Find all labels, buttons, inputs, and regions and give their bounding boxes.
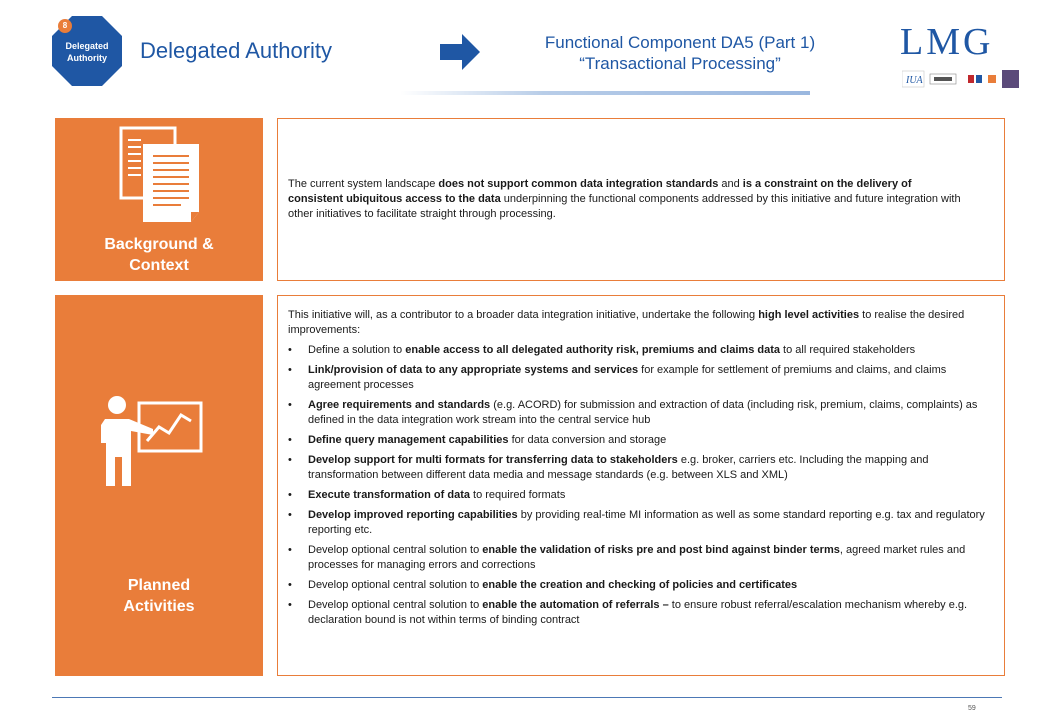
bullet-icon: • [288,364,292,376]
planned-activities-content [277,295,1005,676]
partner-logos-icon [902,70,1020,88]
body-text: The current system landscape [288,178,439,190]
emphasis-text: does not support common data integration standards [438,178,719,190]
svg-text:IUA: IUA [906,75,923,86]
body-text: e.g. broker, carriers etc. Including the mapping and transformation between different data media and message standards (e.g. between XLS and XML) [308,454,929,481]
list-item [288,508,993,538]
list-item [288,488,993,503]
body-text: for example for settlement of premiums and claims, and claims agreement processes [308,364,947,391]
planned-intro-paragraph [288,308,996,338]
bullet-icon: • [288,489,292,501]
planned-activities-label: Planned Activities [123,577,195,615]
emphasis-text: is a constraint on the delivery of consistent ubiquitous access to the data [288,178,912,205]
body-text: Define a solution to [308,344,406,356]
bullet-icon: • [288,344,292,356]
documents-icon [115,126,205,226]
bullet-icon: • [288,599,292,611]
activities-list [288,343,993,633]
body-text: underpinning the functional components addressed by this initiative and future integration with other initiatives to facilitate straight through processing. [288,193,961,220]
right-arrow-icon [440,32,482,72]
emphasis-text: enable the validation of risks pre and post bind against binder terms [482,544,840,556]
background-paragraph [288,177,968,222]
component-title [495,32,865,74]
header-divider [400,91,810,95]
emphasis-text: enable access to all delegated authority risk, premiums and claims data [405,344,780,356]
list-item [288,598,993,628]
body-text: to ensure robust referral/escalation mechanism whereby e.g. declaration bound is not within terms of binding contract [308,599,968,626]
list-item [288,578,993,593]
bullet-icon: • [288,434,292,446]
body-text: to required formats [469,489,566,501]
body-text: and [718,178,743,190]
badge-number: 8 [58,19,72,33]
footer-divider [52,697,1002,698]
list-item [288,433,993,448]
emphasis-text: Develop support for multi formats for transferring data to stakeholders [308,454,678,466]
emphasis-text: Link/provision of data to any appropriate systems and services [308,364,639,376]
body-text: for data conversion and storage [508,434,667,446]
bullet-icon: • [288,544,292,556]
body-text: Develop optional central solution to [308,544,483,556]
list-item [288,453,993,483]
emphasis-text: Develop improved reporting capabilities [308,509,518,521]
page-title: Delegated Authority [140,38,333,63]
emphasis-text: enable the creation and checking of policies and certificates [482,579,798,591]
bullet-icon: • [288,509,292,521]
background-context-content [277,118,1005,281]
emphasis-text: Agree requirements and standards [308,399,491,411]
body-text: to realise the desired improvements: [288,309,965,336]
component-title-line2: “Transactional Processing” [579,54,781,73]
list-item [288,398,993,428]
body-text: Develop optional central solution to [308,599,483,611]
emphasis-text: Execute transformation of data [308,489,470,501]
planned-activities-panel [55,295,263,676]
bullet-icon: • [288,454,292,466]
body-text: by providing real-time MI information as well as some standard reporting e.g. tax and regulatory reporting etc. [308,509,985,536]
emphasis-text: Define query management capabilities [308,434,509,446]
lmg-logo [900,21,1020,88]
background-context-panel [55,118,263,281]
list-item [288,543,993,573]
logo-text: LMG [900,21,994,63]
body-text: This initiative will, as a contributor to a broader data integration initiative, undertake the following [288,309,759,321]
component-title-line1: Functional Component DA5 (Part 1) [544,33,816,52]
bullet-icon: • [288,399,292,411]
section-badge [52,16,122,86]
page-number: 59 [968,705,976,712]
background-context-label: Background & Context [104,236,214,274]
list-item [288,343,993,358]
body-text: , agreed market rules and processes for managing errors and corrections [308,544,966,571]
list-item [288,363,993,393]
bullet-icon: • [288,579,292,591]
emphasis-text: high level activities [758,309,860,321]
badge-label: Delegated Authority [65,41,109,63]
body-text: to all required stakeholders [780,344,916,356]
body-text: Develop optional central solution to [308,579,483,591]
presenter-icon [95,391,215,491]
body-text: (e.g. ACORD) for submission and extraction of data (including risk, premium, claims, complaints) as defined in the data integration work stream into the central service hub [308,399,978,426]
emphasis-text: enable the automation of referrals – [482,599,669,611]
